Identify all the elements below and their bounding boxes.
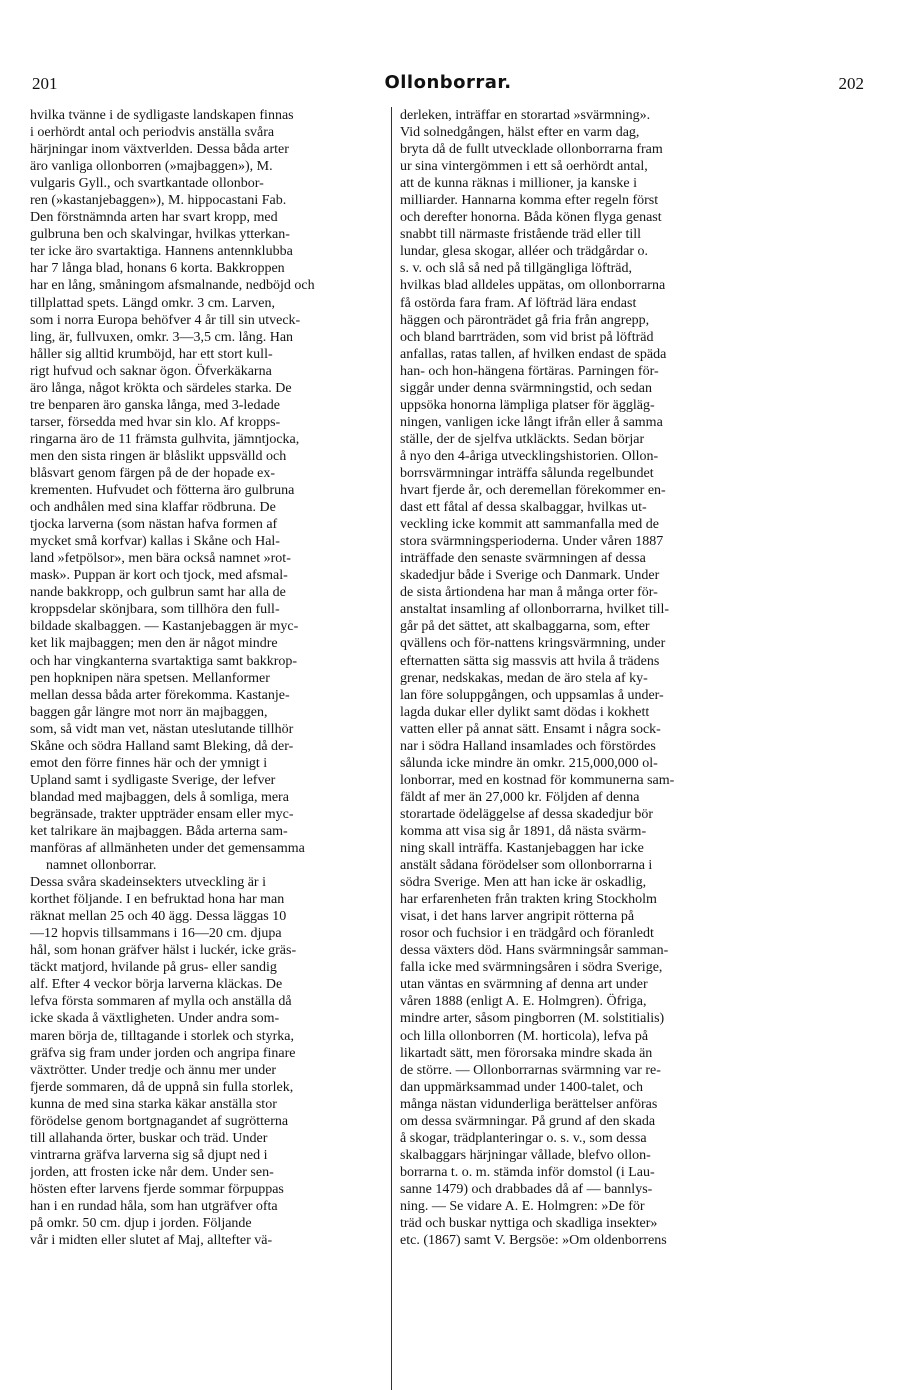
text-line: och bland barrträden, som vid brist på löfträd [400, 329, 654, 345]
text-line: härjningar inom växtverlden. Dessa båda arter [30, 142, 289, 158]
text-line: qvällens och för-nattens kringsvärmning, under [400, 636, 666, 652]
text-line: växtrötter. Under tredje och ännu mer under [30, 1062, 277, 1078]
text-line: som i norra Europa behöfver 4 år till sin utveck- [30, 312, 301, 328]
text-line: Vid solnedgången, hälst efter en varm dag, [400, 125, 640, 141]
text-line: tjocka larverna (som nästan hafva formen af [30, 517, 278, 533]
text-line: bildade skalbaggen. — Kastanjebaggen är myc- [30, 619, 299, 635]
text-line: mindre arter, såsom pingborren (M. solstitialis) [400, 1011, 665, 1027]
text-line: som, så vidt man vet, nästan uteslutande tillhör [30, 721, 294, 737]
text-line: hål, som honan gräfver hälst i luckér, icke gräs- [30, 943, 297, 959]
text-line: han i en rundad håla, som han utgräfver ofta [30, 1199, 278, 1214]
text-line: att de kunna räknas i millioner, ja kanske i [400, 176, 637, 192]
text-line: inträffade den senaste svärmningen af dessa [400, 551, 646, 567]
text-line: korthet följande. I en befruktad hona har man [30, 892, 285, 908]
page-number-left: 201 [32, 74, 58, 93]
text-line: hvilka tvänne i de sydligaste landskapen finnas [30, 108, 294, 123]
text-line: mask». Puppan är kort och tjock, med afsmal- [30, 568, 288, 584]
text-line: ringarna äro de 11 främsta gulhvita, jämntjocka, [30, 431, 300, 447]
text-line: håller sig alltid krumböjd, har ett stort kull- [30, 346, 273, 362]
text-line: lagda dukar eller dylikt samt dödas i kokhett [400, 704, 650, 720]
text-line: emot den förre finnes här och der ymnigt i [30, 755, 268, 771]
right-text-column [400, 107, 763, 1249]
left-text-column [30, 107, 393, 1249]
page-number-right: 202 [838, 74, 864, 93]
text-line: sanne 1479) och drabbades då af — bannlys- [400, 1181, 653, 1197]
text-line: ling, är, fullvuxen, omkr. 3—3,5 cm. lång. Han [30, 329, 294, 345]
text-line: stora svärmningsperioderna. Under våren 1887 [400, 534, 664, 550]
text-line: våren 1888 (enligt A. E. Holmgren). Öfriga, [400, 994, 647, 1010]
text-line: maren börja de, tilltagande i storlek och styrka, [30, 1028, 294, 1044]
text-line: lefva första sommaren af mylla och anställa då [30, 994, 292, 1010]
text-line: Upland samt i sydligaste Sverige, der lefver [30, 772, 276, 788]
text-line: hösten efter larvens fjerde sommar förpuppas [30, 1181, 284, 1197]
text-line: Skåne och södra Halland samt Bleking, då der- [30, 738, 294, 754]
text-line: och lilla ollonborren (M. horticola), lefva på [400, 1028, 649, 1044]
text-line: grenar, nedskakas, medan de äro stela af ky- [400, 670, 648, 686]
text-line: i oerhördt antal och periodvis anställa svåra [30, 125, 275, 141]
text-line: lan före soluppgången, och uppsamlas å under- [400, 687, 664, 703]
text-line: lundar, glesa skogar, alléer och trädgårdar o. [400, 244, 649, 260]
text-line: snabbt till närmaste fristående träd eller till [400, 227, 642, 243]
text-line: hvart fjerde år, och deremellan förekommer en- [400, 483, 666, 499]
text-line: borrarna t. o. m. stämda inför domstol (i Lau- [400, 1164, 655, 1180]
text-line: borrsvärmningar inträffa sålunda regelbundet [400, 465, 654, 481]
text-line: milliarder. Hannarna komma efter regeln först [400, 193, 659, 209]
text-line: baggen går längre mot norr än majbaggen, [30, 704, 268, 720]
text-line: land »fetpölsor», men bära också namnet »rot- [30, 551, 291, 567]
text-line: anfallas, ratas tallen, af hvilken endast de späda [400, 346, 667, 362]
text-line: ställe, der de sjelfva utkläckts. Sedan börjar [400, 431, 645, 447]
text-line: täckt matjord, hvilande på grus- eller sandig [30, 960, 277, 976]
text-line: storartade ödeläggelse af dessa skadedjur bör [400, 806, 654, 822]
text-line: och har vingkanterna svartaktiga samt bakkrop- [30, 653, 298, 669]
text-line: ningen, vanligen icke långt ifrån eller å samma [400, 414, 663, 430]
column-divider [391, 107, 392, 1390]
text-line: få ostörda fara fram. Af löfträd lära endast [400, 295, 637, 311]
text-line: ket lik majbaggen; men den är något mindre [30, 636, 278, 652]
text-line: träd och buskar nyttiga och skadliga insekter» [400, 1216, 658, 1232]
text-line: —12 hopvis tillsammans i 16—20 cm. djupa [30, 926, 282, 942]
text-line: södra Sverige. Men att han icke är oskadlig, [400, 875, 647, 891]
text-line: manföras af allmänheten under det gemensamma [30, 841, 305, 857]
text-line: har erfarenheten från trakten kring Stockholm [400, 892, 657, 908]
text-line: på omkr. 50 cm. djup i jorden. Följande [30, 1216, 252, 1232]
text-line: derleken, inträffar en storartad »svärmning». [400, 108, 651, 123]
text-line: men den sista ringen är blåslikt uppsvälld och [30, 448, 287, 464]
text-line: siggår under denna svärmningstid, och sedan [400, 380, 652, 396]
text-line: hvilkas blad alldeles uppätas, om ollonborrarna [400, 278, 666, 294]
text-line: å skogar, trädplanteringar o. s. v., som dessa [400, 1130, 647, 1146]
text-line: krementen. Hufvudet och fötterna äro gulbruna [30, 483, 295, 499]
text-line: likartadt sätt, men förorsaka mindre skada än [400, 1045, 653, 1061]
text-line: räknat mellan 25 och 40 ägg. Dessa läggas 10 [30, 909, 287, 925]
text-line: vår i midten eller slutet af Maj, alltefter vä- [30, 1233, 273, 1249]
text-line: blandad med majbaggen, dels å somliga, mera [30, 789, 289, 805]
text-line: ning. — Se vidare A. E. Holmgren: »De för [400, 1199, 645, 1214]
text-line: tillplattad spets. Längd omkr. 3 cm. Larven, [30, 295, 275, 311]
text-line: han- och hon-hängena förtäras. Parningen för- [400, 363, 659, 379]
text-line: vintrarna gräfva larverna sig så djupt ned i [30, 1147, 268, 1163]
text-line: de större. — Ollonborrarnas svärmning var re- [400, 1062, 661, 1078]
text-line: skadedjur både i Sverige och Danmark. Under [400, 568, 660, 584]
text-line: de sista årtiondena har man å många orter för- [400, 585, 658, 601]
text-line: och andhålen med sina klaffar rödbruna. De [30, 500, 276, 516]
text-line: fjerde sommaren, då de uppnå sin fulla storlek, [30, 1079, 294, 1095]
text-line: och derefter honorna. Båda könen flyga genast [400, 210, 662, 226]
text-line: bryta då de fullt utvecklade ollonborrarna fram [400, 142, 663, 158]
text-line: äro vanliga ollonborren (»majbaggen»), M. [30, 159, 273, 175]
text-line: begränsade, trakter uppträder ensam eller myc- [30, 806, 294, 822]
text-line: nar i södra Halland insamlades och förstördes [400, 738, 656, 754]
text-line: mellan dessa båda arter förekomma. Kastanje- [30, 687, 290, 703]
text-line: mycket små korfvar) kallas i Skåne och Hal- [30, 534, 280, 550]
text-line: gräfva sig fram under jorden och angripa finare [30, 1045, 296, 1061]
text-line: kroppsdelar skönjbara, som tillhöra den full- [30, 602, 280, 618]
text-line: tre benparen äro ganska långa, med 3-ledade [30, 397, 280, 413]
text-line: har en lång, småningom afsmalnande, nedböjd och [30, 278, 315, 294]
text-line: till allahanda örter, buskar och träd. Under [30, 1130, 268, 1146]
page-title: Ollonborrar. [384, 72, 512, 93]
text-line: anstaltat insamling af ollonborrarna, hvilket till- [400, 602, 670, 618]
text-line: häggen och päronträdet gå fria från angrepp, [400, 312, 650, 328]
text-line: äro långa, något krökta och särdeles starka. De [30, 380, 292, 396]
text-line: sålunda icke mindre än omkr. 215,000,000 ol- [400, 755, 658, 771]
text-line: anstält sådana förödelser som ollonborrarna i [400, 858, 653, 874]
text-line: namnet ollonborrar. [46, 858, 157, 874]
text-line: tarser, försedda med hvar sin klo. Af kropps- [30, 414, 281, 430]
text-line: veckling icke kommit att sammanfalla med de [400, 517, 659, 533]
text-line: etc. (1867) samt V. Bergsöe: »Om oldenborrens [400, 1233, 667, 1249]
text-line: ren (»kastanjebaggen»), M. hippocastani Fab. [30, 193, 287, 209]
text-line: Dessa svåra skadeinsekters utveckling är i [30, 875, 266, 891]
text-line: kunna de med sina starka käkar anställa stor [30, 1096, 277, 1112]
text-line: ning skall inträffa. Kastanjebaggen har icke [400, 841, 644, 857]
text-line: blåsvart genom färgen på de der hopade ex- [30, 465, 276, 481]
text-line: vatten eller på annat sätt. Ensamt i några sock- [400, 721, 661, 737]
text-line: gulbruna ben och skalvingar, hvilkas ytterkan- [30, 227, 290, 243]
text-line: ket talrikare än majbaggen. Båda arterna sam- [30, 823, 288, 839]
text-line: vulgaris Gyll., och svartkantade ollonbor- [30, 176, 264, 192]
text-line: förödelse genom bortgnagandet af sugrötterna [30, 1113, 289, 1129]
text-line: alf. Efter 4 veckor börja larverna kläckas. De [30, 977, 283, 993]
text-line: dessa växters död. Hans svärmningsår samman- [400, 943, 669, 959]
text-line: lonborrar, med en kostnad för kommunerna sam- [400, 772, 675, 788]
text-line: fäldt af mer än 27,000 kr. Följden af denna [400, 789, 640, 805]
text-line: skalbaggars härjningar vållade, blefvo ollon- [400, 1147, 651, 1163]
text-line: rosor och fuchsior i en trädgård och föranledt [400, 926, 654, 942]
text-line: många nästan vidunderliga berättelser anföras [400, 1096, 658, 1112]
text-line: jorden, att frosten icke når dem. Under sen- [30, 1164, 274, 1180]
text-line: om dessa svärmningar. På grund af den skada [400, 1113, 656, 1129]
text-line: Den förstnämnda arten har svart kropp, med [30, 210, 278, 226]
text-line: pen hopknipen nära spetsen. Mellanformer [30, 670, 270, 686]
text-line: nande bakkropp, och gulbrun samt har alla de [30, 585, 286, 601]
text-line: å nyo den 4-åriga utvecklingshistorien. Ollon- [400, 448, 659, 464]
text-line: har 7 långa blad, honans 6 korta. Bakkroppen [30, 261, 285, 277]
text-line: utan väntas en svärmning af denna art under [400, 977, 648, 993]
text-line: går på det sättet, att skalbaggarna, som, efter [400, 619, 650, 635]
text-line: dast ett fåtal af dessa skalbaggar, hvilkas ut- [400, 500, 647, 516]
text-line: ter icke äro svartaktiga. Hannens antennklubba [30, 244, 293, 260]
text-line: s. v. och slå så ned på tillgängliga löfträd, [400, 261, 632, 277]
text-line: visat, i det hans larver angripit rötterna på [400, 909, 635, 925]
text-line: komma att visa sig år 1891, då nästa svärm- [400, 823, 647, 839]
running-header [28, 70, 868, 96]
text-line: icke skada å växtligheten. Under andra som- [30, 1011, 280, 1027]
text-line: rigt hufvud och saknar ögon. Öfverkäkarna [30, 363, 272, 379]
text-line: ur sina vintergömmen i ett så oerhördt antal, [400, 159, 648, 175]
text-line: efternatten sätta sig massvis att hvila å trädens [400, 653, 660, 669]
text-line: falla icke med svärmningsåren i södra Sverige, [400, 960, 663, 976]
text-line: uppsöka honorna lämpliga platser för äggläg- [400, 397, 655, 413]
text-line: dan uppmärksammad under 1400-talet, och [400, 1079, 643, 1095]
